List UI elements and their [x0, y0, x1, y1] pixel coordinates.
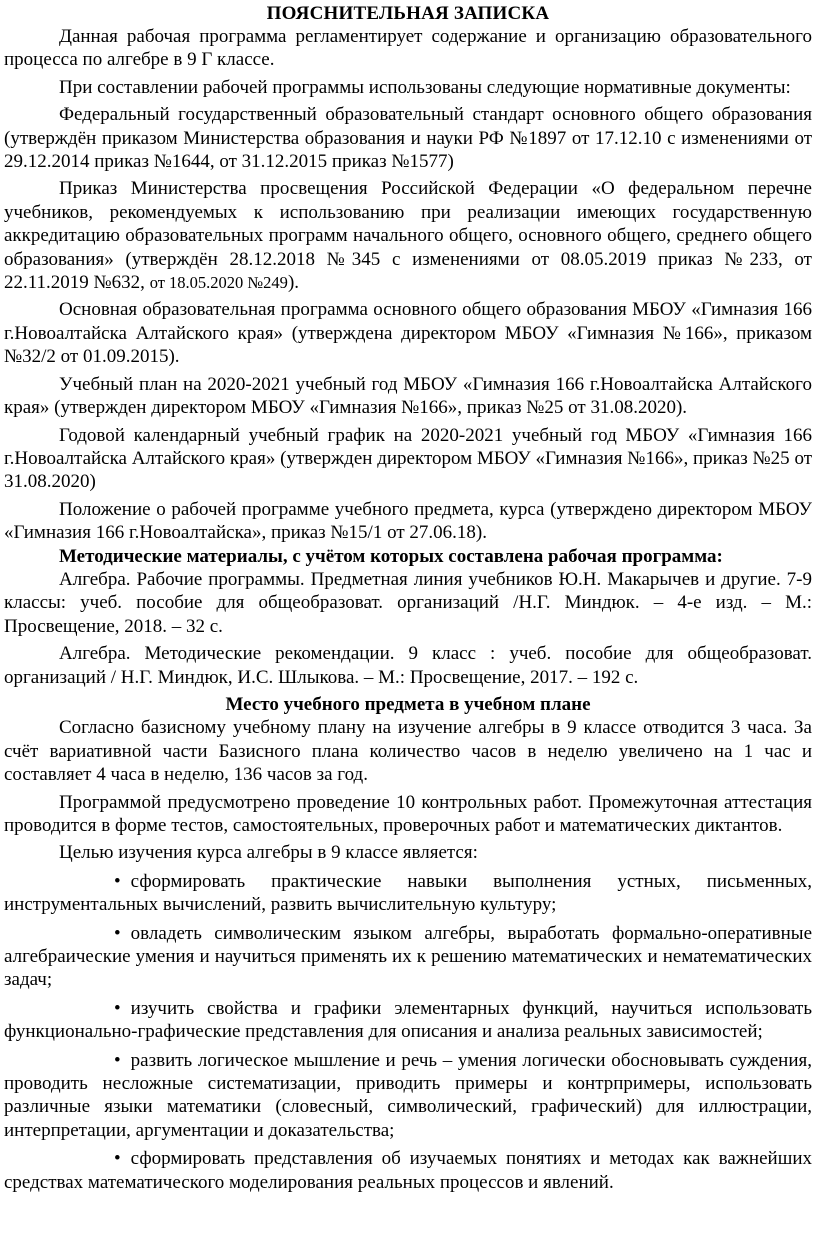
- paragraph-order-textbooks: [4, 177, 812, 294]
- paragraph-calendar: Годовой календарный учебный график на 2020-2021 учебный год МБОУ «Гимназия 166 г.Новоалтайска Алтайского края» (утвержден директором МБОУ «Гимназия №166», приказ №25 от 31.08.2020): [4, 424, 812, 493]
- order-end: ).: [287, 272, 300, 294]
- bullet-icon: •: [114, 922, 121, 944]
- paragraph-method-2: Алгебра. Методические рекомендации. 9 класс : учеб. пособие для общеобразоват. организаций / Н.Г. Миндюк, И.С. Шлыкова. – М.: Просвещение, 2017. – 192 с.: [4, 643, 812, 688]
- paragraph-tests: Программой предусмотрено проведение 10 контрольных работ. Промежуточная аттестация проводится в форме тестов, самостоятельных, проверочных работ и математических диктантов.: [4, 791, 812, 836]
- bullet-icon: •: [114, 1049, 121, 1071]
- list-item: [4, 922, 812, 992]
- paragraph-intro: Данная рабочая программа регламентирует содержание и организацию образовательного процесса по алгебре в 9 Г классе.: [4, 26, 812, 71]
- list-item-text: сформировать практические навыки выполнения устных, письменных, инструментальных вычислений, развить вычислительную культуру;: [4, 870, 812, 916]
- methods-heading: Методические материалы, с учётом которых составлена рабочая программа:: [59, 545, 723, 567]
- place-heading: Место учебного предмета в учебном плане: [225, 693, 591, 715]
- paragraph-curriculum: Учебный план на 2020-2021 учебный год МБОУ «Гимназия 166 г.Новоалтайска Алтайского края» (утвержден директором МБОУ «Гимназия №166», приказ №25 от 31.08.2020).: [4, 373, 812, 419]
- list-item-text: изучить свойства и графики элементарных функций, научиться использовать функционально-графические представления для описания и анализа реальных зависимостей;: [4, 997, 812, 1043]
- paragraph-normative-docs: При составлении рабочей программы использованы следующие нормативные документы:: [59, 76, 791, 98]
- order-tail: от 18.05.2020 №249: [149, 273, 288, 293]
- order-text: Приказ Министерства просвещения Российской Федерации «О федеральном перечне учебников, рекомендуемых к использованию при реализации имеющих государственную аккредитацию образовательных программ начального общего, основного общего, среднего общего образования» (утверждён 28.12.2018 №345 с изменениями от 08.05.2019 приказ №233, от 22.11.2019 №632,: [4, 178, 812, 294]
- paragraph-goal: Целью изучения курса алгебры в 9 классе является:: [59, 842, 478, 864]
- bullet-icon: •: [114, 1148, 121, 1170]
- list-item-text: овладеть символическим языком алгебры, выработать формально-оперативные алгебраические умения и научиться применять их к решению математических и нематематических задач;: [4, 922, 812, 991]
- list-item-text: сформировать представления об изучаемых понятиях и методах как важнейших средствах математического моделирования реальных процессов и явлений.: [4, 1148, 812, 1193]
- list-item: [4, 870, 812, 917]
- bullet-icon: •: [114, 870, 121, 892]
- list-item: [4, 997, 812, 1044]
- paragraph-regulation: Положение о рабочей программе учебного предмета, курса (утверждено директором МБОУ «Гимназия 166 г.Новоалтайска», приказ №15/1 от 27.06.18).: [4, 498, 812, 544]
- list-item-text: развить логическое мышление и речь – умения логически обосновывать суждения, проводить несложные систематизации, приводить примеры и контрпримеры, использовать различные языки математики (словесный, символический, графический) для иллюстрации, интерпретации, аргументации и доказательства;: [4, 1049, 812, 1141]
- paragraph-fgos: Федеральный государственный образовательный стандарт основного общего образования (утверждён приказом Министерства образования и науки РФ №1897 от 17.12.10 с изменениями от 29.12.2014 приказ №1644, от 31.12.2015 приказ №1577): [4, 104, 812, 173]
- list-item: [4, 1147, 812, 1194]
- bullet-icon: •: [114, 997, 121, 1019]
- list-item: [4, 1049, 812, 1143]
- page-title: ПОЯСНИТЕЛЬНАЯ ЗАПИСКА: [266, 3, 550, 24]
- paragraph-method-1: Алгебра. Рабочие программы. Предметная линия учебников Ю.Н. Макарычев и другие. 7-9 классы: учеб. пособие для общеобразоват. организаций /Н.Г. Миндюк. – 4-е изд. – М.: Просвещение, 2018. – 32 с.: [4, 568, 812, 637]
- paragraph-hours: Согласно базисному учебному плану на изучение алгебры в 9 классе отводится 3 часа. За счёт вариативной части Базисного плана количество часов в неделю увеличено на 1 час и составляет 4 часа в неделю, 136 часов за год.: [4, 717, 812, 786]
- paragraph-main-program: Основная образовательная программа основного общего образования МБОУ «Гимназия 166 г.Новоалтайска Алтайского края» (утверждена директором МБОУ «Гимназия №166», приказом №32/2 от 01.09.2015).: [4, 299, 812, 368]
